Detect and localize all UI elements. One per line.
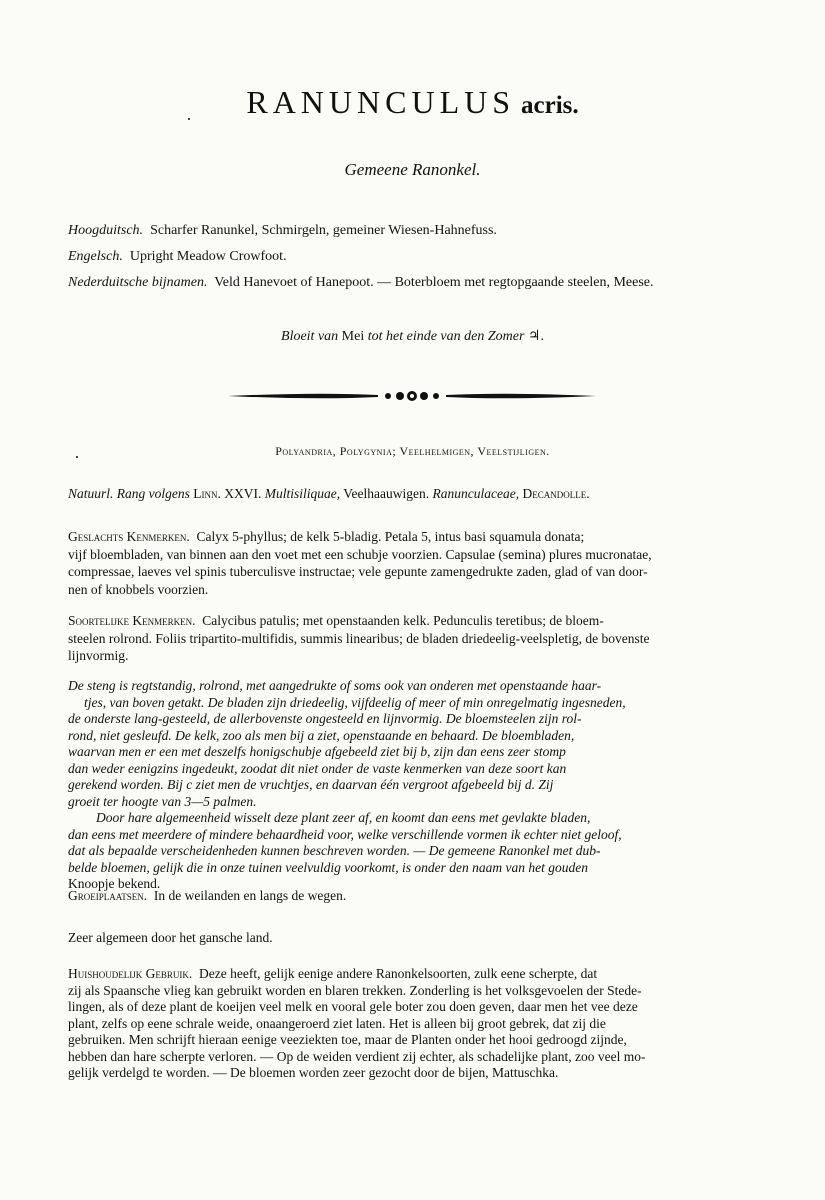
bloom-text: Bloeit van xyxy=(281,329,339,344)
species-name: acris. xyxy=(521,92,579,119)
rang-linn: Linn. XXVI. xyxy=(193,486,262,501)
name-text: Veld Hanevoet of Hanepoot. — Boterbloem met regtopgaande steelen, Meese. xyxy=(214,275,654,290)
text-line: hebben dan hare scherpte verloren. — Op de weiden verdient zij echter, als schadelijke plant, zoo veel mo- xyxy=(68,1048,646,1064)
text-line: gebruiken. Men schrijft hieraan eenige veeziekten toe, maar de Planten onder het hooi gedroogd zijnde, xyxy=(68,1032,627,1047)
text-line: compressae, laeves vel spinis tuberculisve instructae; vele gepunte zamengedrukte zaden, glad of van door- xyxy=(68,564,648,579)
section-label: Huishoudelijk Gebruik. xyxy=(68,966,193,981)
common-name: Gemeene Ranonkel. xyxy=(344,160,481,179)
habitat xyxy=(68,888,346,904)
name-row-german xyxy=(68,218,788,244)
flowering-period xyxy=(0,328,825,345)
name-row-dutch xyxy=(68,270,788,296)
text-line: lijnvormig. xyxy=(68,648,129,663)
section-label: Groeiplaatsen. xyxy=(68,888,148,903)
ink-speck xyxy=(188,118,190,120)
text-line: De steng is regtstandig, rolrond, met aangedrukte of soms ook van onderen met openstaande haar- xyxy=(68,678,602,693)
rang-family: Ranunculaceae, xyxy=(432,486,520,501)
vernacular-names xyxy=(68,218,788,296)
species-characters xyxy=(68,612,764,665)
name-text: Scharfer Ranunkel, Schmirgeln, gemeiner Wiesen-Hahnefuss. xyxy=(150,223,497,238)
text-line: Knoopje bekend. xyxy=(68,876,161,891)
text-line: Deze heeft, gelijk eenige andere Ranonkelsoorten, zulk eene scherpte, dat xyxy=(199,966,598,981)
bloom-text: tot het einde van den Zomer xyxy=(367,329,525,344)
text-line: gelijk verdelgd te worden. — De bloemen worden zeer gezocht door de bijen, Mattuschka. xyxy=(68,1065,559,1080)
language-label: Nederduitsche bijnamen. xyxy=(68,275,208,290)
rang-latin: Multisiliquae, xyxy=(264,486,341,501)
text-line: dan weder eenigzins ingedeukt, zoodat dit niet onder de vaste kenmerken van deze soort kan xyxy=(68,760,567,776)
genus-characters xyxy=(68,528,764,598)
rang-author: Decandolle. xyxy=(522,486,590,501)
rang-label: Natuurl. Rang volgens xyxy=(68,486,190,501)
language-label: Hoogduitsch. xyxy=(68,223,144,238)
linnaean-class: Polyandria, Polygynia; Veelhelmigen, Veelstijligen. xyxy=(275,444,550,458)
economic-use xyxy=(68,966,764,1082)
page-title xyxy=(0,84,825,121)
section-label: Soortelijke Kenmerken. xyxy=(68,613,196,628)
text-line: gerekend worden. Bij c ziet men de vruchtjes, en daarvan één vergroot afgebeeld bij d. Zij xyxy=(68,777,554,792)
text-line: lingen, als of deze plant de koeijen veel melk en vooral gele boter zou doen geven, daar men het vee deze xyxy=(68,999,638,1014)
name-text: Upright Meadow Crowfoot. xyxy=(129,249,287,264)
text-line: dan eens met meerdere of mindere behaardheid voor, welke verschillende vormen ik echter niet geloof, xyxy=(68,826,622,842)
text-line: dat als bepaalde verscheidenheden kunnen beschreven worden. — De gemeene Ranonkel met dub- xyxy=(68,843,601,858)
ornamental-divider xyxy=(228,388,596,404)
ink-speck xyxy=(76,456,78,458)
text-line: steelen rolrond. Foliis tripartito-multifidis, summis linearibus; de bladen driedeelig-veelspletig, de bovenste xyxy=(68,630,650,646)
text-line: Calycibus patulis; met openstaanden kelk. Pedunculis teretibus; de bloem- xyxy=(202,613,604,628)
text-line: zij als Spaansche vlieg kan gebruikt worden en blaren trekken. Zonderling is het volksgevoelen der Stede- xyxy=(68,982,642,998)
description xyxy=(68,678,768,893)
natural-order xyxy=(68,486,788,502)
name-row-english xyxy=(68,244,788,270)
habitat-text: In de weilanden en langs de wegen. xyxy=(153,888,347,903)
perennial-symbol: ♃. xyxy=(527,329,544,344)
text-line: groeit ter hoogte van 3—5 palmen. xyxy=(68,793,257,809)
distribution: Zeer algemeen door het gansche land. xyxy=(68,930,273,945)
text-line: plant, zelfs op eene schrale weide, onaangeroerd ziet laten. Het is alleen bij groot gebrek, dat zij die xyxy=(68,1015,606,1031)
bloom-month: Mei xyxy=(341,329,365,344)
text-line: belde bloemen, gelijk die in onze tuinen veelvuldig voorkomt, is onder den naam van het gouden xyxy=(68,859,588,875)
text-line: Calyx 5-phyllus; de kelk 5-bladig. Petala 5, intus basi squamula donata; xyxy=(196,529,585,544)
text-line: rond, niet gesleufd. De kelk, zoo als men bij a ziet, openstaande en behaard. De bloembladen, xyxy=(68,727,575,743)
text-line: Door hare algemeenheid wisselt deze plant zeer af, en koomt dan eens met gevlakte bladen, xyxy=(96,810,591,825)
text-line: tjes, van boven getakt. De bladen zijn driedeelig, vijfdeelig of meer of min onregelmatig ingesneden, xyxy=(84,694,626,710)
text-line: vijf bloembladen, van binnen aan den voet met een schubje voorzien. Capsulae (semina) plures mucronatae, xyxy=(68,546,652,562)
text-line: waarvan men er een met deszelfs honigschubje afgebeeld ziet bij b, zijn dan eens zeer stomp xyxy=(68,744,566,759)
language-label: Engelsch. xyxy=(68,249,123,264)
text-line: nen of knobbels voorzien. xyxy=(68,581,209,597)
rang-dutch: Veelhaauwigen. xyxy=(343,486,430,501)
genus-name: RANUNCULUS xyxy=(246,84,516,120)
text-line: de onderste lang-gesteeld, de allerbovenste ongesteeld en lijnvormig. De bloemsteelen zijn rol- xyxy=(68,711,582,726)
section-label: Geslachts Kenmerken. xyxy=(68,529,190,544)
